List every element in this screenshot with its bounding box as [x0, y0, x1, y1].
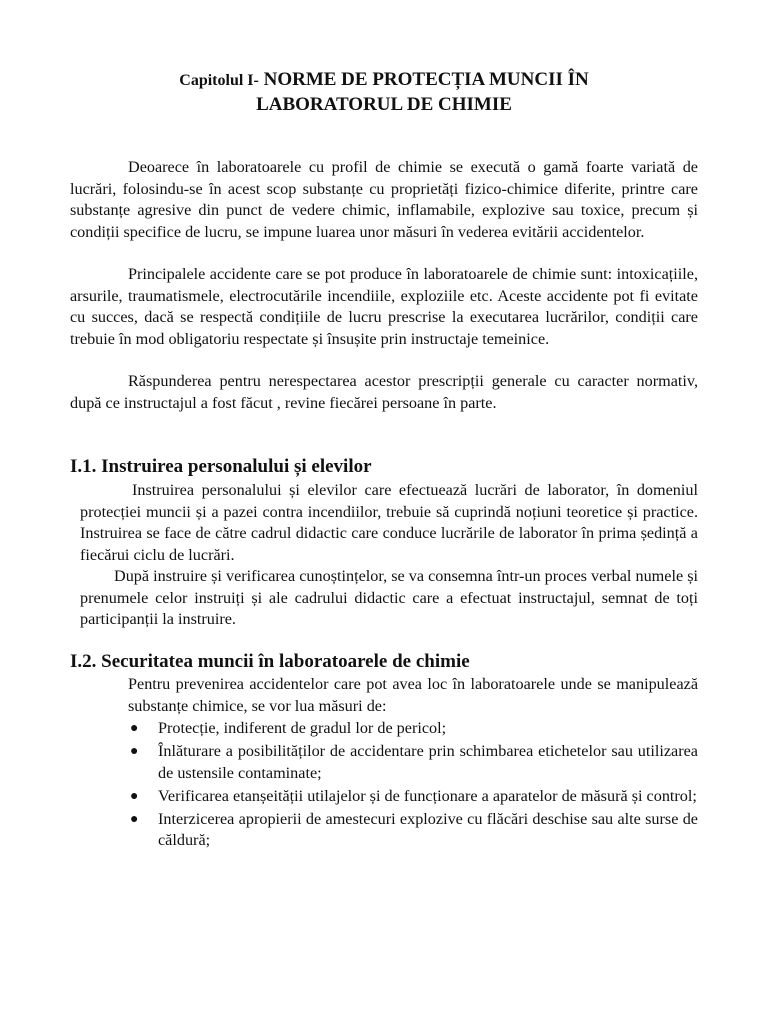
list-item-text: Verificarea etanșeității utilajelor și de funcționare a aparatelor de măsură și control; — [158, 786, 697, 805]
list-item — [128, 809, 698, 852]
bullet-icon: ● — [130, 721, 139, 736]
section-1-heading: I.1. Instruirea personalului și elevilor — [70, 456, 372, 477]
chapter-label: Capitolul I- — [179, 72, 259, 89]
bullet-icon: ● — [130, 788, 139, 804]
bullet-icon: ● — [130, 744, 139, 759]
intro-paragraph-3: Răspunderea pentru nerespectarea acestor prescripții generale cu caracter normativ, după ce instructajul a fost făcut , revine fiecărei persoane în parte. — [70, 372, 698, 412]
list-item-text: Interzicerea apropierii de amestecuri explozive cu flăcări deschise sau alte surse de căldură; — [158, 809, 698, 849]
section-2-intro: Pentru prevenirea accidentelor care pot avea loc în laboratoarele unde se manipulează substanțe chimice, se vor lua măsuri de: — [128, 675, 698, 715]
list-item — [128, 786, 698, 808]
chapter-title — [70, 68, 698, 117]
list-item-text: Înlăturare a posibilităților de accidentare prin schimbarea etichetelor sau utilizarea de ustensile contaminate; — [158, 742, 698, 782]
list-item — [128, 718, 698, 740]
section-2-heading: I.2. Securitatea muncii în laboratoarele de chimie — [70, 651, 470, 672]
measures-list — [128, 718, 698, 853]
chapter-title-line-2: LABORATORUL DE CHIMIE — [256, 94, 512, 115]
list-item-text: Protecție, indiferent de gradul lor de pericol; — [158, 719, 447, 737]
intro-paragraph-2: Principalele accidente care se pot produce în laboratoarele de chimie sunt: intoxicațiile, arsurile, traumatismele, electrocutările incendiile, exploziile etc. Aceste accidente pot fi evitate cu succes, dacă se respectă condițiile de lucru prescrise la executarea lucrărilor, condiții care trebuie în mod obligatoriu respectate și însușite prin instructaje temeinice. — [70, 265, 698, 348]
section-1-paragraph-1: Instruirea personalului și elevilor care efectuează lucrări de laborator, în domeniul protecției muncii și a pazei contra incendiilor, trebuie să cuprindă noțiuni teoretice și practice. Instruirea se face de către cadrul didactic care conduce lucrările de laborator în prima ședință a fiecărui ciclu de lucrări. — [80, 481, 698, 564]
intro-paragraph-1: Deoarece în laboratoarele cu profil de chimie se execută o gamă foarte variată de lucrări, folosindu-se în acest scop substanțe cu proprietăți fizico-chimice diferite, printre care substanțe agresive din punct de vedere chimic, inflamabile, explozive sau toxice, precum și condiții specifice de lucru, se impune luarea unor măsuri în vederea evitării accidentelor. — [70, 158, 698, 241]
chapter-title-line-1: NORME DE PROTECȚIA MUNCII ÎN — [263, 69, 589, 90]
bullet-icon: ● — [130, 811, 139, 827]
section-1-paragraph-2: După instruire și verificarea cunoștințelor, se va consemna într-un proces verbal numele și prenumele celor instruiți și ale cadrului didactic care a efectuat instructajul, semnat de toți participanții la instruire. — [80, 567, 698, 628]
list-item — [128, 741, 698, 784]
